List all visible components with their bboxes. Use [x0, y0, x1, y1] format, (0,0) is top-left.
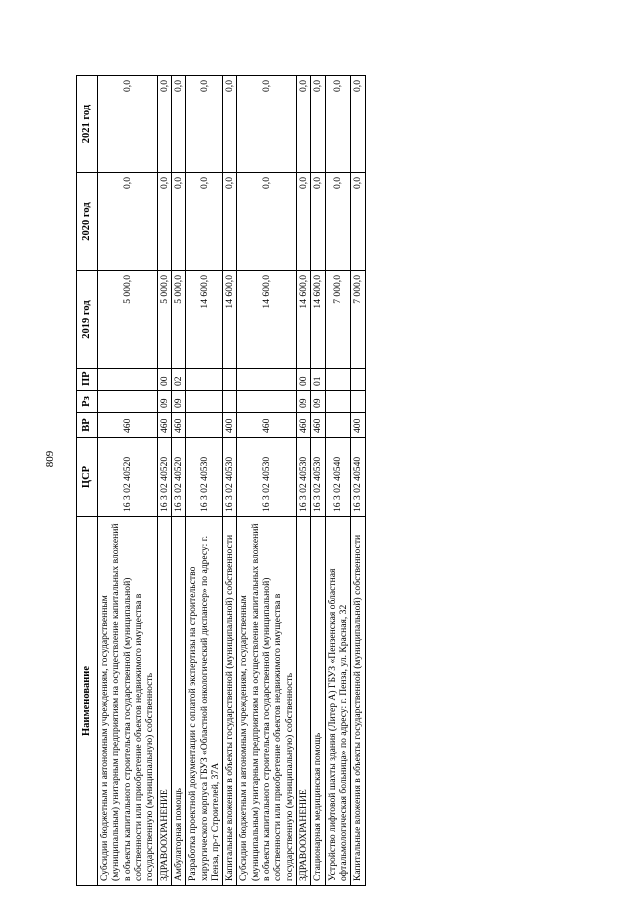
row-2021: 0,0: [297, 76, 311, 173]
row-name: Устройство лифтовой шахты здания (Литер А) ГБУЗ «Пензенская областная офтальмологическая больница» по адресу: г. Пенза, ул. Красная, 32: [325, 517, 351, 886]
row-vr: 400: [223, 413, 237, 438]
row-name: Капитальные вложения в объекты государственной (муниципальной) собственности: [351, 517, 365, 886]
row-2019: 5 000,0: [98, 271, 158, 369]
header-2020: 2020 год: [77, 173, 98, 271]
row-2021: 0,0: [171, 76, 185, 173]
row-rz: [98, 391, 158, 413]
page-number: 809: [44, 450, 56, 468]
row-2019: 7 000,0: [351, 271, 365, 369]
row-rz: [237, 391, 297, 413]
row-2021: 0,0: [311, 76, 325, 173]
row-csr: 16 3 02 40540: [325, 438, 351, 517]
row-vr: 460: [237, 413, 297, 438]
row-name: Амбулаторная помощь: [171, 517, 185, 886]
row-vr: 460: [171, 413, 185, 438]
row-csr: 16 3 02 40520: [171, 438, 185, 517]
table-row: [325, 76, 351, 886]
row-pr: [325, 369, 351, 391]
row-vr: 460: [311, 413, 325, 438]
row-rz: 09: [311, 391, 325, 413]
row-csr: 16 3 02 40530: [237, 438, 297, 517]
row-2020: 0,0: [237, 173, 297, 271]
row-2021: 0,0: [223, 76, 237, 173]
row-pr: 01: [311, 369, 325, 391]
row-csr: 16 3 02 40530: [223, 438, 237, 517]
header-rz: Рз: [77, 391, 98, 413]
row-pr: [237, 369, 297, 391]
table-row: [297, 76, 311, 886]
header-2021: 2021 год: [77, 76, 98, 173]
table-row: [237, 76, 297, 886]
row-2021: 0,0: [98, 76, 158, 173]
row-vr: [186, 413, 223, 438]
row-name: Субсидии бюджетным и автономным учреждениям, государственным (муниципальным) унитарным предприятиям на осуществление капитальных вложений в объекты капитального строительства государственной (муниципальной) собственности или приобретение объектов недвижимого имущества в государственную (муниципальную) собственность: [98, 517, 158, 886]
row-2020: 0,0: [171, 173, 185, 271]
table-row: [171, 76, 185, 886]
row-2019: 14 600,0: [311, 271, 325, 369]
table-row: [223, 76, 237, 886]
row-2020: 0,0: [297, 173, 311, 271]
row-2019: 5 000,0: [171, 271, 185, 369]
row-csr: 16 3 02 40520: [157, 438, 171, 517]
row-pr: 00: [157, 369, 171, 391]
row-vr: 460: [157, 413, 171, 438]
row-name: Капитальные вложения в объекты государственной (муниципальной) собственности: [223, 517, 237, 886]
row-rz: [186, 391, 223, 413]
header-pr: ПР: [77, 369, 98, 391]
row-2019: 14 600,0: [237, 271, 297, 369]
row-name: Субсидии бюджетным и автономным учреждениям, государственным (муниципальным) унитарным предприятиям на осуществление капитальных вложений в объекты капитального строительства государственной (муниципальной) собственности или приобретение объектов недвижимого имущества в государственную (муниципальную) собственность: [237, 517, 297, 886]
row-2019: 7 000,0: [325, 271, 351, 369]
row-csr: 16 3 02 40530: [186, 438, 223, 517]
row-pr: [223, 369, 237, 391]
row-2020: 0,0: [223, 173, 237, 271]
header-name: Наименование: [77, 517, 98, 886]
row-rz: 09: [157, 391, 171, 413]
row-2021: 0,0: [325, 76, 351, 173]
row-2019: 5 000,0: [157, 271, 171, 369]
row-name: ЗДРАВООХРАНЕНИЕ: [297, 517, 311, 886]
row-rz: [325, 391, 351, 413]
table-row: [98, 76, 158, 886]
row-rz: 09: [171, 391, 185, 413]
row-csr: 16 3 02 40530: [297, 438, 311, 517]
row-pr: 00: [297, 369, 311, 391]
row-2020: 0,0: [351, 173, 365, 271]
row-2019: 14 600,0: [223, 271, 237, 369]
row-2021: 0,0: [186, 76, 223, 173]
row-2019: 14 600,0: [186, 271, 223, 369]
row-vr: 460: [98, 413, 158, 438]
header-2019: 2019 год: [77, 271, 98, 369]
row-2021: 0,0: [237, 76, 297, 173]
table-row: [351, 76, 365, 886]
row-rz: [351, 391, 365, 413]
header-row: [77, 76, 98, 886]
row-2020: 0,0: [186, 173, 223, 271]
row-2019: 14 600,0: [297, 271, 311, 369]
budget-table: [76, 75, 366, 886]
row-2020: 0,0: [157, 173, 171, 271]
row-name: ЗДРАВООХРАНЕНИЕ: [157, 517, 171, 886]
row-rz: 09: [297, 391, 311, 413]
table-row: [311, 76, 325, 886]
row-vr: 460: [297, 413, 311, 438]
row-csr: 16 3 02 40530: [311, 438, 325, 517]
row-pr: [98, 369, 158, 391]
budget-table-container: [76, 76, 564, 886]
row-2021: 0,0: [157, 76, 171, 173]
header-vr: ВР: [77, 413, 98, 438]
header-csr: ЦСР: [77, 438, 98, 517]
row-rz: [223, 391, 237, 413]
table-row: [186, 76, 223, 886]
row-2020: 0,0: [311, 173, 325, 271]
row-pr: [351, 369, 365, 391]
row-2020: 0,0: [325, 173, 351, 271]
row-vr: 400: [351, 413, 365, 438]
row-name: Стационарная медицинская помощь: [311, 517, 325, 886]
row-2021: 0,0: [351, 76, 365, 173]
row-csr: 16 3 02 40520: [98, 438, 158, 517]
table-row: [157, 76, 171, 886]
row-pr: 02: [171, 369, 185, 391]
row-pr: [186, 369, 223, 391]
row-vr: [325, 413, 351, 438]
row-name: Разработка проектной документации с оплатой экспертизы на строительство хирургического корпуса ГБУЗ «Областной онкологический диспансер» по адресу: г. Пенза, пр-т Строителей, 37А: [186, 517, 223, 886]
row-csr: 16 3 02 40540: [351, 438, 365, 517]
row-2020: 0,0: [98, 173, 158, 271]
